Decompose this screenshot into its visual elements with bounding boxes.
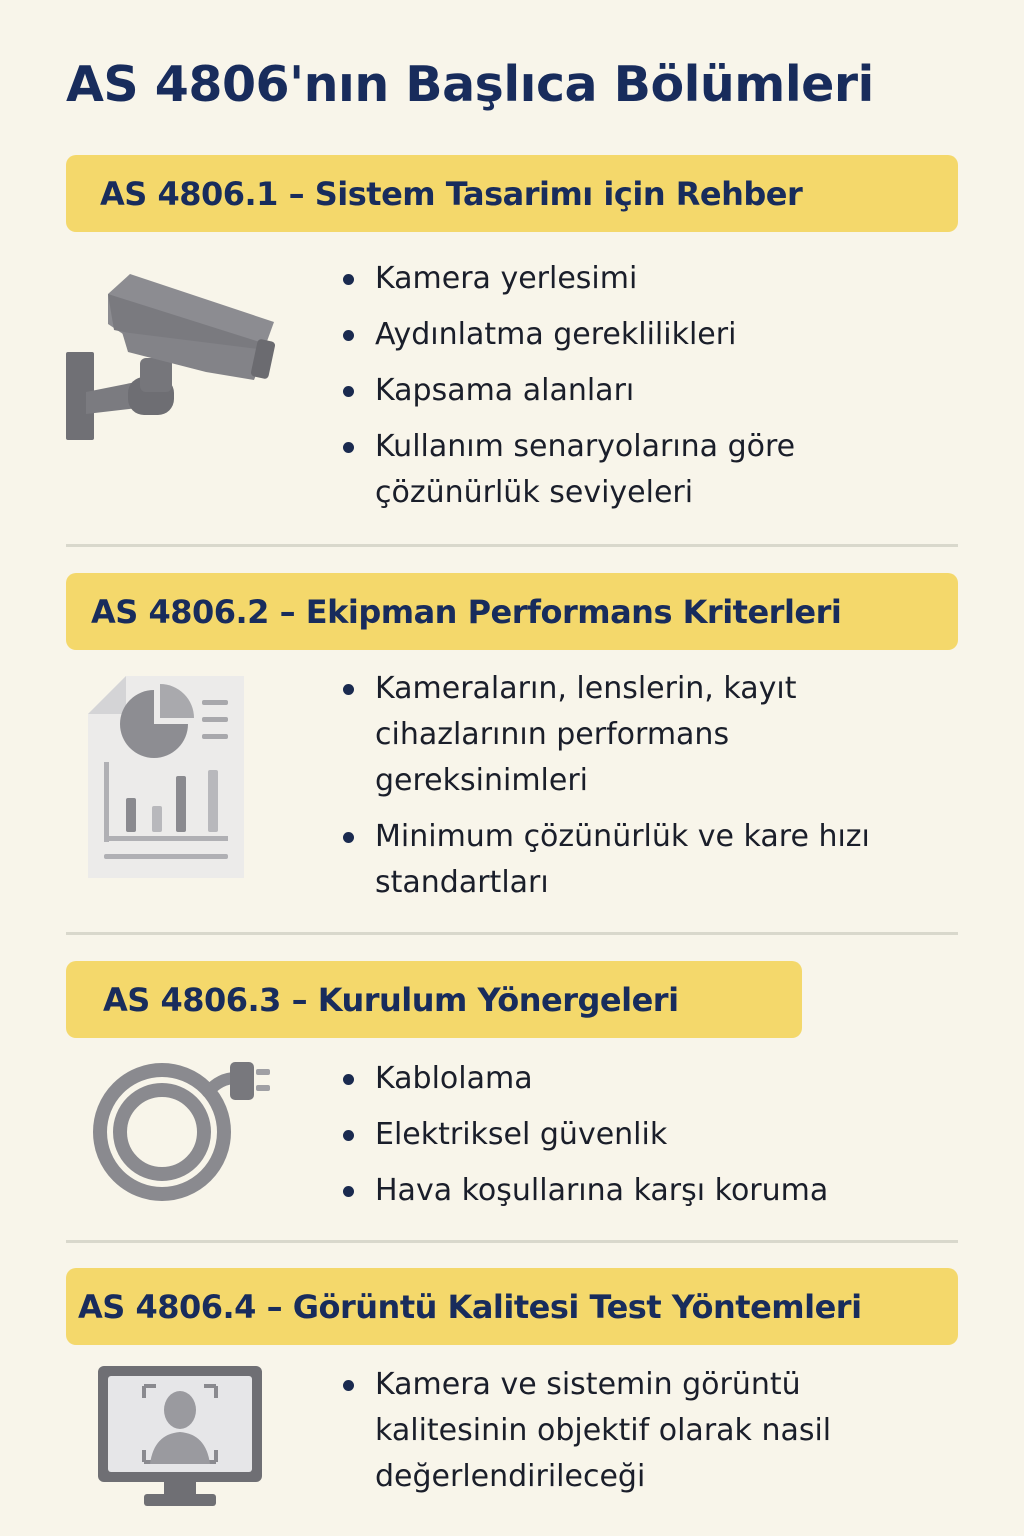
list-item: Elektriksel güvenlik bbox=[340, 1112, 920, 1158]
list-item: Kamera ve sistemin görüntü kalitesinin objektif olarak nasil değerlendirileceği bbox=[340, 1362, 920, 1500]
section-4-list bbox=[340, 1362, 920, 1510]
list-item: Kullanım senaryolarına göre çözünürlük seviyeleri bbox=[340, 424, 900, 516]
section-3-list bbox=[340, 1056, 920, 1224]
list-item: Hava koşullarına karşı koruma bbox=[340, 1168, 920, 1214]
list-item: Aydınlatma gereklilikleri bbox=[340, 312, 900, 358]
section-4-heading: AS 4806.4 – Görüntü Kalitesi Test Yöntemleri bbox=[78, 1287, 862, 1326]
list-item: Kamera yerlesimi bbox=[340, 256, 900, 302]
list-item: Kameraların, lenslerin, kayıt cihazlarının performans gereksinimleri bbox=[340, 666, 920, 804]
monitor-face-icon bbox=[96, 1364, 264, 1510]
section-2-heading: AS 4806.2 – Ekipman Performans Kriterleri bbox=[91, 592, 842, 631]
cable-plug-icon bbox=[92, 1056, 272, 1206]
section-1-banner bbox=[66, 155, 958, 232]
list-item: Minimum çözünürlük ve kare hızı standartları bbox=[340, 814, 920, 906]
report-chart-icon bbox=[88, 676, 248, 881]
section-1-list bbox=[340, 256, 900, 526]
section-2-banner bbox=[66, 573, 958, 650]
section-3-heading: AS 4806.3 – Kurulum Yönergeleri bbox=[103, 980, 679, 1019]
section-2-list bbox=[340, 666, 920, 916]
page-title: AS 4806'nın Başlıca Bölümleri bbox=[66, 56, 874, 113]
section-divider bbox=[66, 1240, 958, 1243]
list-item: Kapsama alanları bbox=[340, 368, 900, 414]
section-3-banner bbox=[66, 961, 802, 1038]
list-item: Kablolama bbox=[340, 1056, 920, 1102]
section-1-heading: AS 4806.1 – Sistem Tasarimı için Rehber bbox=[100, 174, 803, 213]
section-4-banner bbox=[66, 1268, 958, 1345]
section-divider bbox=[66, 544, 958, 547]
security-camera-icon bbox=[66, 262, 286, 452]
section-divider bbox=[66, 932, 958, 935]
